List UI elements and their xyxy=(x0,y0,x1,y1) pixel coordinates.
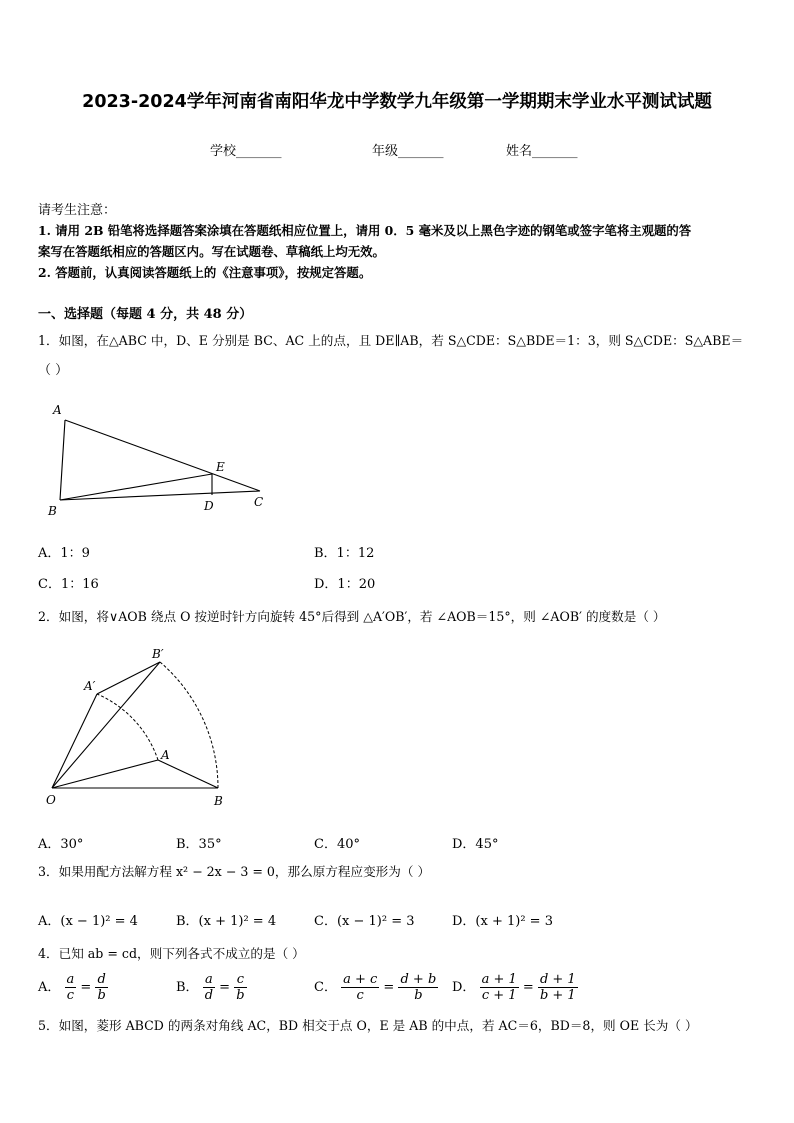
q4-d-right-fraction: $\frac{d + 1}{b + 1}$ xyxy=(539,972,576,1003)
q3-option-b[interactable]: B．(x + 1)² = 4 xyxy=(176,914,277,929)
q1-label-c: C xyxy=(254,495,264,509)
q4-c-right-fraction: $\frac{d + b}{b}$ xyxy=(400,972,437,1003)
q4-d-left-fraction: $\frac{a + 1}{c + 1}$ xyxy=(481,972,517,1003)
q4-option-a[interactable]: A． $\frac{a}{c}$ = $\frac{d}{b}$ xyxy=(38,972,106,1003)
q2-text: 2．如图，将∨AOB 绕点 O 按逆时针方向旋转 45°后得到 △A′OB′，若 ∠AOB＝15°，则 ∠AOB′ 的度数是（ ） xyxy=(38,609,666,624)
q1-label-d: D xyxy=(204,499,214,513)
q4-option-c[interactable]: C． $\frac{a + c}{c}$ = $\frac{d + b}{b}$ xyxy=(314,972,437,1003)
q4-a-left-fraction: $\frac{a}{c}$ xyxy=(66,972,75,1003)
q2-label-b-prime: B′ xyxy=(152,647,164,661)
q4-b-left-fraction: $\frac{a}{d}$ xyxy=(204,972,214,1003)
q4-option-b[interactable]: B． $\frac{a}{d}$ = $\frac{c}{b}$ xyxy=(176,972,245,1003)
notice-heading: 请考生注意： xyxy=(38,203,117,218)
notice-line-2: 2. 答题前，认真阅读答题纸上的《注意事项》，按规定答题。 xyxy=(38,265,372,280)
q4-text: 4．已知 ab = cd，则下列各式不成立的是（ ） xyxy=(38,946,305,961)
q4-d-letter: D． xyxy=(452,980,476,995)
q3-text: 3．如果用配方法解方程 x² − 2x − 3 = 0，那么原方程应变形为（ ） xyxy=(38,864,431,879)
q2-label-b: B xyxy=(214,794,223,808)
q1-label-a: A xyxy=(53,403,62,417)
q4-c-letter: C． xyxy=(314,980,337,995)
q1-option-c[interactable]: C．1：16 xyxy=(38,577,99,592)
q3-option-a[interactable]: A．(x − 1)² = 4 xyxy=(38,914,138,929)
q1-paren: （ ） xyxy=(38,363,69,378)
notice-line-1: 1. 请用 2B 铅笔将选择题答案涂填在答题纸相应位置上，请用 0．5 毫米及以上黑色字迹的钢笔或签字笔将主观题的答 xyxy=(38,223,692,238)
q2-option-a[interactable]: A．30° xyxy=(38,837,84,852)
q1-option-b[interactable]: B．1：12 xyxy=(314,546,375,561)
q1-label-e: E xyxy=(216,460,225,474)
page-title: 2023-2024学年河南省南阳华龙中学数学九年级第一学期期末学业水平测试试题 xyxy=(82,92,712,112)
grade-field: 年级_______ xyxy=(372,144,444,159)
q4-a-letter: A． xyxy=(38,980,61,995)
q1-option-a[interactable]: A．1：9 xyxy=(38,546,90,561)
q3-option-d[interactable]: D．(x + 1)² = 3 xyxy=(452,914,553,929)
q2-option-c[interactable]: C．40° xyxy=(314,837,360,852)
q2-figure xyxy=(40,640,240,810)
school-field: 学校_______ xyxy=(210,144,282,159)
q4-b-letter: B． xyxy=(176,980,199,995)
q4-a-right-fraction: $\frac{d}{b}$ xyxy=(97,972,106,1003)
q2-option-b[interactable]: B．35° xyxy=(176,837,222,852)
q1-option-d[interactable]: D．1：20 xyxy=(314,577,376,592)
section-heading: 一、选择题（每题 4 分，共 48 分） xyxy=(38,307,253,322)
name-field: 姓名_______ xyxy=(506,144,578,159)
q2-option-d[interactable]: D．45° xyxy=(452,837,499,852)
q1-figure xyxy=(40,395,280,525)
q3-option-c[interactable]: C．(x − 1)² = 3 xyxy=(314,914,415,929)
q4-option-d[interactable]: D． $\frac{a + 1}{c + 1}$ = $\frac{d + 1}{b + 1}$ xyxy=(452,972,576,1003)
q4-b-right-fraction: $\frac{c}{b}$ xyxy=(236,972,245,1003)
q2-label-a-prime: A′ xyxy=(84,679,96,693)
q2-label-o: O xyxy=(46,793,56,807)
q1-text: 1．如图，在△ABC 中，D、E 分别是 BC、AC 上的点，且 DE∥AB，若 S△CDE：S△BDE＝1：3，则 S△CDE：S△ABE＝ xyxy=(38,333,744,348)
notice-line-1b: 案写在答题纸相应的答题区内。写在试题卷、草稿纸上均无效。 xyxy=(38,244,385,259)
q5-text: 5．如图，菱形 ABCD 的两条对角线 AC，BD 相交于点 O，E 是 AB 的中点，若 AC＝6，BD＝8，则 OE 长为（ ） xyxy=(38,1018,698,1033)
q4-c-left-fraction: $\frac{a + c}{c}$ xyxy=(343,972,378,1003)
q2-label-a: A xyxy=(161,748,170,762)
q1-label-b: B xyxy=(48,504,57,518)
